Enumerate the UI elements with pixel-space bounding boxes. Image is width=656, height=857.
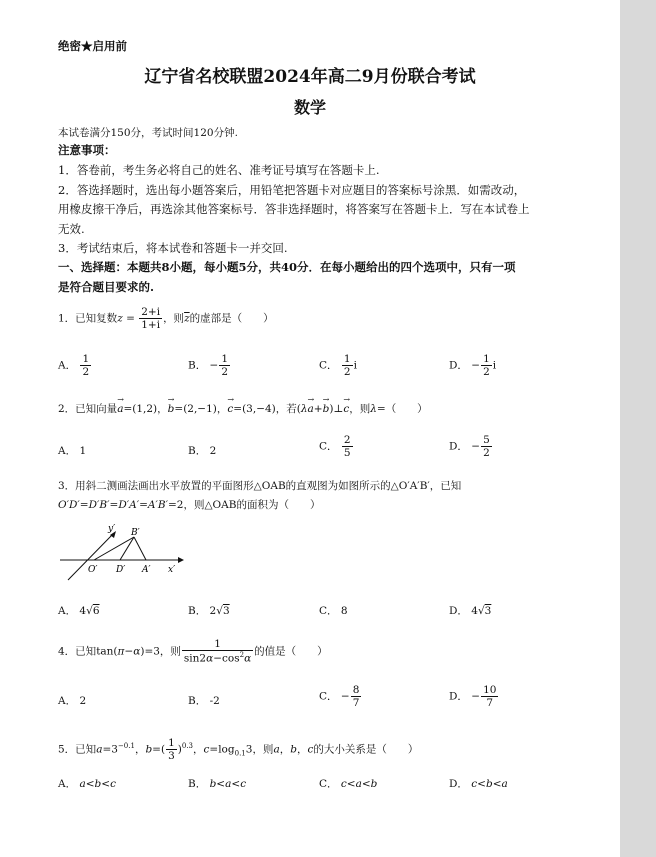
note-3: 3．考试结束后，将本试卷和答题卡一并交回. (58, 241, 288, 255)
section-heading-line-1: 一、选择题：本题共8小题，每小题5分，共40分．在每小题给出的四个选项中，只有一项 (58, 260, 516, 274)
q3-option-d: D． 4√3 (449, 605, 492, 617)
label-o: O′ (88, 565, 98, 575)
q2-option-b: B． 2 (188, 445, 217, 457)
q4-option-c: C． − $\frac{8}{7}$ (319, 684, 360, 710)
question-2: 2．已知向量→ a=(1,2)，→ b=(2,−1)，→ c=(3,−4)，若(λ→ a+→ b)⊥→ c，则λ=（ ） (58, 401, 428, 416)
question-5: 5．已知$a=3^{-0.1}$，b=( $\frac{1}{3}$ )$^{0.3}$，$c=\log_{0.1}3$，则a，b，c的大小关系是（ ） (58, 737, 419, 763)
q5-option-c: C． c<a<b (319, 778, 378, 790)
x-axis-arrow (178, 557, 184, 563)
confidential-mark: 绝密★启用前 (58, 39, 127, 53)
q1-option-c: C． $\frac{1}{2}$ i (319, 353, 357, 379)
exam-title: 辽宁省名校联盟2024年高二9月份联合考试 (144, 67, 476, 87)
note-2-line-3: 无效. (58, 222, 85, 236)
q2-option-d: D． − $\frac{5}{2}$ (449, 434, 490, 460)
q1-option-d: D． − $\frac{1}{2}$ i (449, 353, 497, 379)
q5-option-d: D． c<b<a (449, 778, 508, 790)
q1-option-b: B． − $\frac{1}{2}$ (188, 353, 229, 379)
q4-option-a: A． 2 (58, 695, 87, 707)
note-2-line-1: 2．答选择题时，选出每小题答案后，用铅笔把答题卡对应题目的答案标号涂黑．如需改动， (58, 183, 526, 197)
q2-option-a: A． 1 (58, 445, 87, 457)
q3-option-a: A． 4√6 (58, 605, 100, 617)
question-3-line-1: 3．用斜二测画法画出水平放置的平面图形△OAB的直观图为如图所示的△O′A′B′，已知 (58, 480, 462, 492)
section-heading-line-2: 是符合题目要求的. (58, 280, 155, 294)
segment-ab (134, 537, 146, 560)
label-y: y′ (108, 524, 116, 534)
segment-ob (94, 537, 134, 560)
label-a: A′ (142, 565, 151, 575)
question-3-line-2: O′D′=D′B′=D′A′=A′B′=2，则△OAB的面积为（ ） (58, 499, 321, 511)
question-4: 4．已知tan(π−α)=3，则 $\frac{1}{\sin 2\alpha-\cos^2\alpha}$ 的值是（ ） (58, 638, 328, 665)
q2-option-c: C． $\frac{2}{5}$ (319, 434, 351, 460)
label-d: D′ (116, 565, 126, 575)
label-b: B′ (131, 528, 140, 538)
q1-option-a: A． $\frac{1}{2}$ (58, 353, 90, 379)
note-1: 1．答卷前，考生务必将自己的姓名、准考证号填写在答题卡上. (58, 163, 380, 177)
q3-option-c: C． 8 (319, 605, 348, 617)
q3-option-b: B． 2√3 (188, 605, 230, 617)
q5-option-a: A． a<b<c (58, 778, 116, 790)
question-1: 1．已知复数z = $\frac{2+i}{1+i}$ ，则$\overline{z}$的虚部是（ ） (58, 306, 274, 332)
viewer-scrollbar[interactable] (620, 0, 656, 857)
notes-title: 注意事项： (58, 143, 116, 157)
oblique-figure (58, 522, 188, 584)
q4-option-b: B． -2 (188, 695, 220, 707)
score-line: 本试卷满分150分，考试时间120分钟. (58, 127, 238, 139)
subject-title: 数学 (293, 98, 326, 117)
note-2-line-2: 用橡皮擦干净后，再选涂其他答案标号．答非选择题时，将答案写在答题卡上．写在本试卷上 (58, 202, 530, 216)
q5-option-b: B． b<a<c (188, 778, 247, 790)
label-x: x′ (168, 565, 176, 575)
q4-option-d: D． − $\frac{10}{7}$ (449, 684, 497, 710)
